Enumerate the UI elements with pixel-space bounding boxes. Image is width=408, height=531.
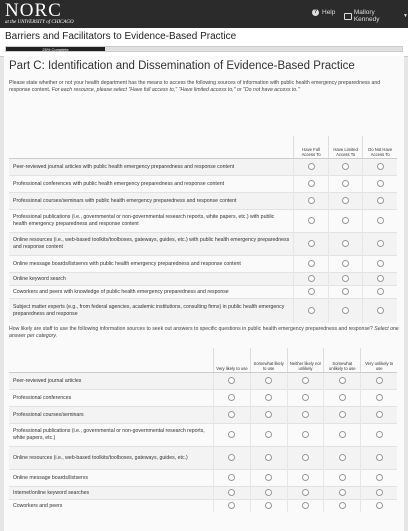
access-column-header: Do Not Have Access To xyxy=(363,136,397,159)
likelihood-radio-cell[interactable] xyxy=(214,500,250,513)
user-card-icon xyxy=(344,13,352,20)
access-radio-cell[interactable] xyxy=(294,193,329,210)
likelihood-row-label: Peer-reviewed journal articles xyxy=(9,373,214,390)
likelihood-column-header: Very likely to use xyxy=(214,348,250,373)
access-radio-cell[interactable] xyxy=(363,233,397,256)
access-radio-option[interactable] xyxy=(377,288,384,295)
access-radio-cell[interactable] xyxy=(294,233,329,256)
access-radio-cell[interactable] xyxy=(294,286,329,299)
likelihood-row xyxy=(9,407,397,424)
likelihood-radio-cell[interactable] xyxy=(324,390,361,407)
likelihood-radio-cell[interactable] xyxy=(214,487,250,500)
access-radio-option[interactable] xyxy=(342,275,349,282)
access-radio-cell[interactable] xyxy=(363,210,397,233)
access-radio-option[interactable] xyxy=(308,163,315,170)
likelihood-radio-option[interactable] xyxy=(302,489,309,496)
access-radio-option[interactable] xyxy=(308,288,315,295)
likelihood-radio-option[interactable] xyxy=(376,431,383,438)
likelihood-radio-option[interactable] xyxy=(302,394,309,401)
likelihood-radio-cell[interactable] xyxy=(361,424,397,447)
access-row xyxy=(9,210,397,233)
access-radio-cell[interactable] xyxy=(328,233,363,256)
likelihood-radio-option[interactable] xyxy=(339,394,346,401)
likelihood-row-label: Online resources (i.e., web-based toolkits/toolboxes, gateways, guides, etc.) xyxy=(9,447,214,470)
likelihood-radio-option[interactable] xyxy=(228,489,235,496)
likelihood-radio-option[interactable] xyxy=(228,502,235,509)
likelihood-radio-option[interactable] xyxy=(376,411,383,418)
access-row-label: Online resources (i.e., web-based toolkits/toolboxes, gateways, guides, etc.) with public health emergency preparedness and response content xyxy=(9,233,294,256)
likelihood-radio-cell[interactable] xyxy=(214,407,250,424)
likelihood-radio-cell[interactable] xyxy=(361,407,397,424)
likelihood-radio-cell[interactable] xyxy=(250,487,287,500)
user-menu[interactable] xyxy=(344,9,408,23)
access-row xyxy=(9,193,397,210)
access-radio-option[interactable] xyxy=(342,307,349,314)
likelihood-radio-option[interactable] xyxy=(265,377,272,384)
likelihood-radio-cell[interactable] xyxy=(324,373,361,390)
likelihood-radio-cell[interactable] xyxy=(214,373,250,390)
likelihood-radio-option[interactable] xyxy=(228,474,235,481)
access-radio-cell[interactable] xyxy=(294,176,329,193)
access-header-blank xyxy=(9,136,294,159)
access-row-label: Subject matter experts (e.g., from federal agencies, academic institutions, consulting firms) in public health emergency preparedness and response xyxy=(9,299,294,324)
likelihood-radio-option[interactable] xyxy=(376,377,383,384)
access-grid xyxy=(9,136,397,323)
access-row-label: Online keyword search xyxy=(9,273,294,286)
access-row-label: Online message boards/listservs with public health emergency preparedness and response content xyxy=(9,256,294,273)
likelihood-radio-cell[interactable] xyxy=(214,447,250,470)
access-radio-cell[interactable] xyxy=(328,176,363,193)
likelihood-radio-cell[interactable] xyxy=(324,447,361,470)
access-radio-cell[interactable] xyxy=(328,159,363,176)
likelihood-radio-cell[interactable] xyxy=(287,373,324,390)
question-circle-icon: ? xyxy=(313,9,318,15)
likelihood-radio-cell[interactable] xyxy=(250,470,287,487)
likelihood-radio-cell[interactable] xyxy=(250,447,287,470)
progress-fill: 25% Complete xyxy=(6,47,105,51)
likelihood-radio-option[interactable] xyxy=(339,411,346,418)
likelihood-radio-cell[interactable] xyxy=(214,390,250,407)
likelihood-radio-cell[interactable] xyxy=(250,424,287,447)
access-radio-cell[interactable] xyxy=(328,286,363,299)
likelihood-radio-option[interactable] xyxy=(228,454,235,461)
likelihood-radio-cell[interactable] xyxy=(287,407,324,424)
likelihood-row-label: Internet/online keyword searches xyxy=(9,487,214,500)
likelihood-column-header: Neither likely nor unlikely xyxy=(287,348,324,373)
likelihood-radio-option[interactable] xyxy=(302,474,309,481)
logo-sub-text: at the UNIVERSITY of CHICAGO xyxy=(5,20,74,25)
likelihood-radio-cell[interactable] xyxy=(361,373,397,390)
survey-header xyxy=(0,28,408,57)
likelihood-radio-option[interactable] xyxy=(339,474,346,481)
likelihood-row xyxy=(9,424,397,447)
likelihood-radio-option[interactable] xyxy=(339,377,346,384)
access-row-label: Professional courses/seminars with public health emergency preparedness and response content xyxy=(9,193,294,210)
likelihood-radio-option[interactable] xyxy=(265,474,272,481)
access-radio-cell[interactable] xyxy=(328,256,363,273)
access-radio-cell[interactable] xyxy=(328,273,363,286)
access-radio-option[interactable] xyxy=(342,240,349,247)
likelihood-radio-option[interactable] xyxy=(302,454,309,461)
likelihood-radio-cell[interactable] xyxy=(361,500,397,513)
access-row-label: Peer-reviewed journal articles with public health emergency preparedness and response content xyxy=(9,159,294,176)
likelihood-radio-option[interactable] xyxy=(265,454,272,461)
likelihood-radio-option[interactable] xyxy=(265,502,272,509)
likelihood-row xyxy=(9,487,397,500)
top-navbar xyxy=(0,0,408,28)
intro-text: Please state whether or not your health department has the means to access the following sources of information with public health emergency preparedness and response content. xyxy=(9,80,381,93)
access-radio-option[interactable] xyxy=(308,240,315,247)
access-row xyxy=(9,286,397,299)
likelihood-row xyxy=(9,373,397,390)
access-radio-option[interactable] xyxy=(377,307,384,314)
likelihood-radio-cell[interactable] xyxy=(324,407,361,424)
likelihood-radio-option[interactable] xyxy=(265,411,272,418)
likelihood-radio-cell[interactable] xyxy=(250,373,287,390)
section-title: Part C: Identification and Dissemination of Evidence-Based Practice xyxy=(9,60,355,72)
likelihood-radio-cell[interactable] xyxy=(361,487,397,500)
likelihood-row xyxy=(9,447,397,470)
access-radio-cell[interactable] xyxy=(294,299,329,324)
access-radio-option[interactable] xyxy=(308,275,315,282)
likelihood-radio-option[interactable] xyxy=(339,454,346,461)
help-link[interactable] xyxy=(312,9,335,16)
access-radio-cell[interactable] xyxy=(328,210,363,233)
access-radio-cell[interactable] xyxy=(363,193,397,210)
access-row xyxy=(9,176,397,193)
likelihood-radio-option[interactable] xyxy=(376,454,383,461)
access-radio-option[interactable] xyxy=(308,217,315,224)
question-intro xyxy=(9,80,394,94)
likelihood-radio-option[interactable] xyxy=(265,489,272,496)
likelihood-radio-option[interactable] xyxy=(228,394,235,401)
access-radio-cell[interactable] xyxy=(294,256,329,273)
access-radio-option[interactable] xyxy=(342,197,349,204)
likelihood-radio-cell[interactable] xyxy=(287,470,324,487)
likelihood-radio-cell[interactable] xyxy=(214,470,250,487)
likelihood-row-label: Online message boards/listservs xyxy=(9,470,214,487)
access-row-label: Professional conferences with public health emergency preparedness and response content xyxy=(9,176,294,193)
access-radio-cell[interactable] xyxy=(363,286,397,299)
access-radio-option[interactable] xyxy=(342,180,349,187)
likelihood-grid xyxy=(9,348,397,512)
access-radio-option[interactable] xyxy=(308,260,315,267)
access-radio-option[interactable] xyxy=(308,307,315,314)
likelihood-column-header: Somewhat likely to use xyxy=(250,348,287,373)
access-radio-option[interactable] xyxy=(377,163,384,170)
access-radio-option[interactable] xyxy=(377,260,384,267)
survey-title: Barriers and Facilitators to Evidence-Based Practice xyxy=(5,31,237,42)
likelihood-radio-cell[interactable] xyxy=(324,424,361,447)
likelihood-radio-cell[interactable] xyxy=(250,390,287,407)
access-row xyxy=(9,159,397,176)
access-radio-option[interactable] xyxy=(342,260,349,267)
access-row-label: Coworkers and peers with knowledge of public health emergency preparedness and response xyxy=(9,286,294,299)
access-row xyxy=(9,233,397,256)
likelihood-row-label: Coworkers and peers xyxy=(9,500,214,513)
access-radio-cell[interactable] xyxy=(363,256,397,273)
likelihood-radio-option[interactable] xyxy=(302,411,309,418)
likelihood-row xyxy=(9,500,397,513)
likelihood-radio-option[interactable] xyxy=(302,502,309,509)
likelihood-radio-option[interactable] xyxy=(339,431,346,438)
likelihood-radio-option[interactable] xyxy=(228,377,235,384)
likelihood-row xyxy=(9,390,397,407)
likelihood-column-header: Somewhat unlikely to use xyxy=(324,348,361,373)
access-radio-cell[interactable] xyxy=(363,176,397,193)
access-radio-cell[interactable] xyxy=(363,299,397,324)
likelihood-header-blank xyxy=(9,348,214,373)
likelihood-radio-cell[interactable] xyxy=(250,407,287,424)
likelihood-column-header: Very unlikely to use xyxy=(361,348,397,373)
likelihood-radio-cell[interactable] xyxy=(361,390,397,407)
likelihood-radio-option[interactable] xyxy=(228,431,235,438)
access-radio-option[interactable] xyxy=(342,163,349,170)
access-column-header: Have Full Access To xyxy=(294,136,329,159)
access-column-header: Have Limited Access To xyxy=(328,136,363,159)
intro-instruction: For each resource, please select "Have full access to," "Have limited access to," or "Do not have access to." xyxy=(51,87,300,93)
likelihood-radio-cell[interactable] xyxy=(287,487,324,500)
caret-down-icon: ▼ xyxy=(403,13,408,19)
likelihood-radio-cell[interactable] xyxy=(287,424,324,447)
likelihood-radio-cell[interactable] xyxy=(214,424,250,447)
access-radio-cell[interactable] xyxy=(294,159,329,176)
likelihood-radio-option[interactable] xyxy=(265,394,272,401)
question-likelihood xyxy=(9,326,399,340)
access-radio-cell[interactable] xyxy=(294,273,329,286)
access-radio-cell[interactable] xyxy=(294,210,329,233)
likelihood-radio-option[interactable] xyxy=(376,489,383,496)
q2-text: How likely are staff to use the following information sources to seek out answers to specific questions in public health emergency preparedness and response? xyxy=(9,326,373,332)
access-radio-cell[interactable] xyxy=(328,299,363,324)
likelihood-radio-option[interactable] xyxy=(302,431,309,438)
user-name: Mallory Kennedy xyxy=(353,9,380,23)
help-label: Help xyxy=(322,9,336,16)
likelihood-row xyxy=(9,470,397,487)
access-radio-option[interactable] xyxy=(377,197,384,204)
likelihood-radio-cell[interactable] xyxy=(287,447,324,470)
access-radio-cell[interactable] xyxy=(363,273,397,286)
norc-logo[interactable] xyxy=(5,1,74,26)
likelihood-radio-option[interactable] xyxy=(376,502,383,509)
likelihood-radio-cell[interactable] xyxy=(361,447,397,470)
access-row xyxy=(9,299,397,324)
likelihood-radio-cell[interactable] xyxy=(324,487,361,500)
access-radio-cell[interactable] xyxy=(363,159,397,176)
likelihood-radio-option[interactable] xyxy=(376,394,383,401)
likelihood-radio-option[interactable] xyxy=(228,411,235,418)
progress-bar xyxy=(5,46,403,52)
likelihood-radio-cell[interactable] xyxy=(287,390,324,407)
access-radio-option[interactable] xyxy=(342,217,349,224)
access-radio-option[interactable] xyxy=(308,197,315,204)
access-row xyxy=(9,273,397,286)
access-radio-option[interactable] xyxy=(308,180,315,187)
access-radio-option[interactable] xyxy=(377,275,384,282)
access-radio-option[interactable] xyxy=(377,180,384,187)
likelihood-radio-option[interactable] xyxy=(302,377,309,384)
access-row xyxy=(9,256,397,273)
likelihood-radio-option[interactable] xyxy=(339,502,346,509)
likelihood-radio-cell[interactable] xyxy=(361,470,397,487)
likelihood-radio-option[interactable] xyxy=(339,489,346,496)
likelihood-radio-option[interactable] xyxy=(265,431,272,438)
access-row-label: Professional publications (i.e., governmental or non-governmental research reports, white papers, etc.) with public health emergency preparedness and response content xyxy=(9,210,294,233)
logo-main-text: NORC xyxy=(5,0,62,21)
access-radio-option[interactable] xyxy=(377,240,384,247)
likelihood-row-label: Professional publications (i.e., governmental or non-governmental research reports, white papers, etc.) xyxy=(9,424,214,447)
likelihood-row-label: Professional conferences xyxy=(9,390,214,407)
likelihood-radio-cell[interactable] xyxy=(250,500,287,513)
likelihood-row-label: Professional courses/seminars xyxy=(9,407,214,424)
likelihood-radio-option[interactable] xyxy=(376,474,383,481)
likelihood-radio-cell[interactable] xyxy=(324,500,361,513)
access-radio-cell[interactable] xyxy=(328,193,363,210)
likelihood-radio-cell[interactable] xyxy=(324,470,361,487)
survey-content xyxy=(4,56,404,531)
access-radio-option[interactable] xyxy=(377,217,384,224)
access-radio-option[interactable] xyxy=(342,288,349,295)
likelihood-radio-cell[interactable] xyxy=(287,500,324,513)
q2-instruction: Select one answer per category. xyxy=(9,326,399,339)
